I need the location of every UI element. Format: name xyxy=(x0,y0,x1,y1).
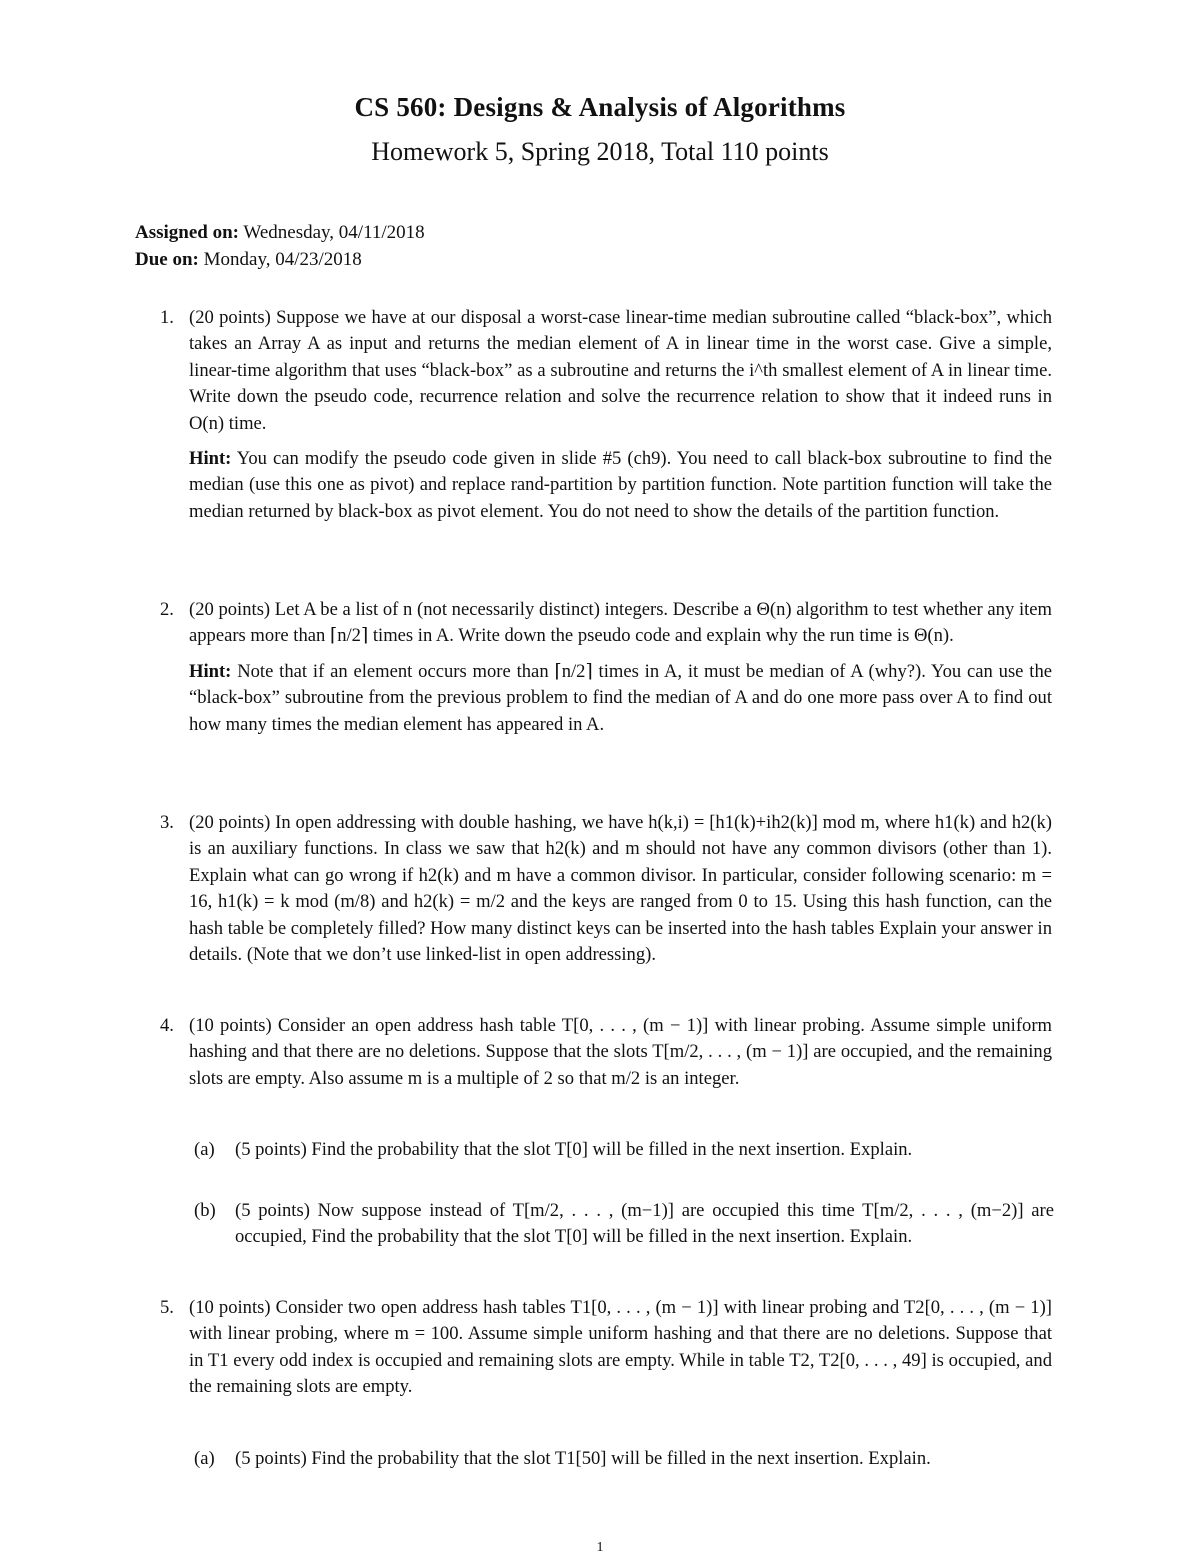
question-4b xyxy=(194,1198,1054,1251)
assigned-date: Wednesday, 04/11/2018 xyxy=(243,222,425,243)
assigned-line xyxy=(135,222,425,244)
question-5a xyxy=(194,1446,1054,1472)
due-label: Due on: xyxy=(135,249,199,270)
question-number: 2. xyxy=(160,599,174,620)
subquestion-label: (a) xyxy=(194,1139,215,1160)
question-number: 3. xyxy=(160,812,174,833)
question-text: (20 points) In open addressing with double hashing, we have h(k,i) = [h1(k)+ih2(k)] mod m, where h1(k) and h2(k) is an auxiliary functions. In class we saw that h2(k) and m should not have any common divisors (other than 1). Explain what can go wrong if h2(k) and m have a common divisor. In particular, consider following scenario: m = 16, h1(k) = k mod (m/8) and h2(k) = m/2 and the keys are ranged from 0 to 15. Using this hash function, can the hash table be completely filled? How many distinct keys can be inserted into the hash tables Explain your answer in details. (Note that we don’t use linked-list in open addressing). xyxy=(189,812,1052,966)
hint-text: You can modify the pseudo code given in slide #5 (ch9). You need to call black-box subroutine to find the median (use this one as pivot) and replace rand-partition by partition function. Note partition function will take the median returned by black-box as pivot element. You do not need to show the details of the partition function. xyxy=(189,448,1052,522)
subquestion-text: (5 points) Find the probability that the slot T[0] will be filled in the next insertion. Explain. xyxy=(235,1139,913,1160)
assigned-label: Assigned on: xyxy=(135,222,239,243)
subquestion-text: (5 points) Now suppose instead of T[m/2, . . . , (m−1)] are occupied this time T[m/2, . . . , (m−2)] are occupied, Find the probability that the slot T[0] will be filled in the next insertion. Explain. xyxy=(235,1200,1054,1248)
question-2 xyxy=(160,597,1052,738)
question-text: (10 points) Consider an open address hash table T[0, . . . , (m − 1)] with linear probing. Assume simple uniform hashing and that there are no deletions. Suppose that the slots T[m/2, . . . , (m − 1)] are occupied, and the remaining slots are empty. Also assume m is a multiple of 2 so that m/2 is an integer. xyxy=(189,1015,1052,1089)
due-date: Monday, 04/23/2018 xyxy=(203,249,362,270)
subquestion-label: (a) xyxy=(194,1448,215,1469)
question-number: 1. xyxy=(160,307,174,328)
document-title: CS 560: Designs & Analysis of Algorithms xyxy=(354,92,846,122)
hint xyxy=(189,446,1052,525)
document-subtitle: Homework 5, Spring 2018, Total 110 points xyxy=(371,137,829,166)
question-4 xyxy=(160,1013,1052,1092)
subquestion-label: (b) xyxy=(194,1200,216,1221)
subquestion-text: (5 points) Find the probability that the slot T1[50] will be filled in the next insertion. Explain. xyxy=(235,1448,931,1469)
hint-label: Hint: xyxy=(189,660,232,682)
question-5 xyxy=(160,1295,1052,1401)
question-text: (10 points) Consider two open address hash tables T1[0, . . . , (m − 1)] with linear probing and T2[0, . . . , (m − 1)] with linear probing, where m = 100. Assume simple uniform hashing and that there are no deletions. Suppose that in T1 every odd index is occupied and remaining slots are empty. While in table T2, T2[0, . . . , 49] is occupied, and the remaining slots are empty. xyxy=(189,1297,1052,1398)
question-number: 5. xyxy=(160,1297,174,1318)
question-text: (20 points) Suppose we have at our disposal a worst-case linear-time median subroutine called “black-box”, which takes an Array A as input and returns the median element of A in linear time in the worst case. Give a simple, linear-time algorithm that uses “black-box” as a subroutine and returns the i^th smallest element of A in linear time. Write down the pseudo code, recurrence relation and solve the recurrence relation to show that it indeed runs in O(n) time. xyxy=(189,307,1052,434)
question-text: (20 points) Let A be a list of n (not necessarily distinct) integers. Describe a Θ(n) algorithm to test whether any item appears more than ⌈n/2⌉ times in A. Write down the pseudo code and explain why the run time is Θ(n). xyxy=(189,599,1052,647)
page-number: 1 xyxy=(596,1540,604,1555)
due-line xyxy=(135,249,362,271)
hint-text: Note that if an element occurs more than ⌈n/2⌉ times in A, it must be median of A (why?). You can use the “black-box” subroutine from the previous problem to find the median of A and do one more pass over A to find out how many times the median element has appeared in A. xyxy=(189,660,1052,735)
question-number: 4. xyxy=(160,1015,174,1036)
hint xyxy=(189,659,1052,738)
question-4a xyxy=(194,1137,1054,1163)
question-1 xyxy=(160,305,1052,525)
hint-label: Hint: xyxy=(189,448,232,470)
question-3 xyxy=(160,810,1052,968)
